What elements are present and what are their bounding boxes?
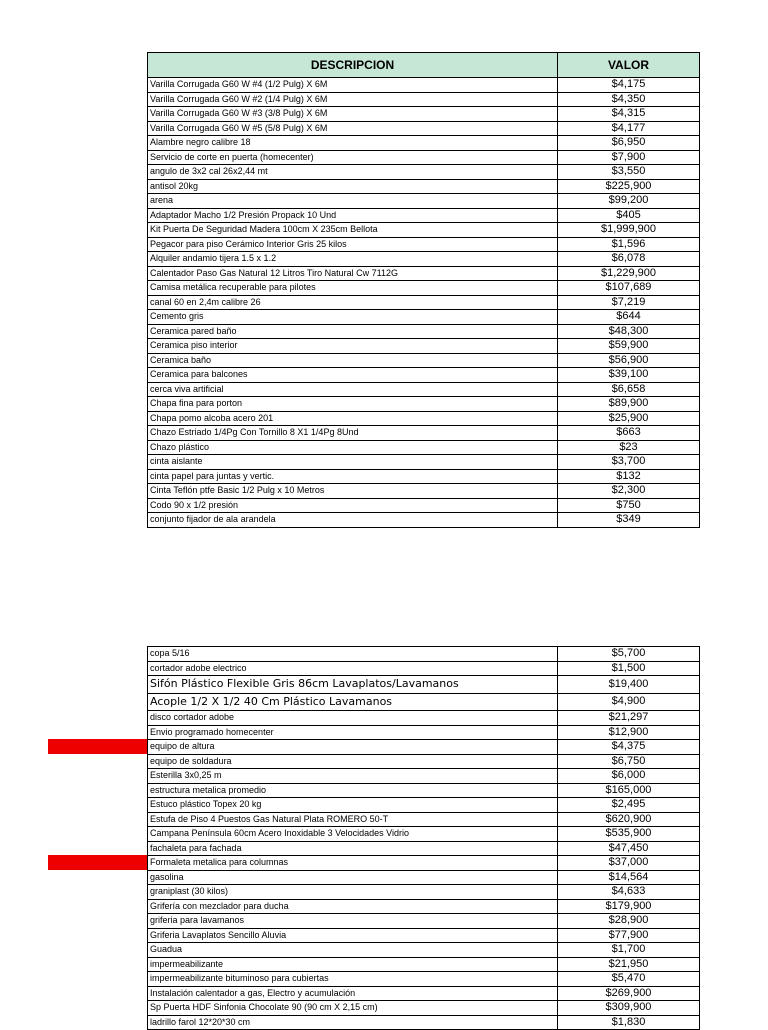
table-row	[148, 440, 700, 455]
table-row	[148, 928, 700, 943]
item-value: $21,297	[558, 711, 700, 726]
table-row	[148, 150, 700, 165]
item-description: Formaleta metalica para columnas	[148, 856, 558, 871]
item-description: antisol 20kg	[148, 179, 558, 194]
item-value: $6,078	[558, 252, 700, 267]
table-row	[148, 856, 700, 871]
item-description: Varilla Corrugada G60 W #2 (1/4 Pulg) X 6M	[148, 92, 558, 107]
item-value: $1,229,900	[558, 266, 700, 281]
table-row	[148, 281, 700, 296]
item-description: Sp Puerta HDF Sinfonia Chocolate 90 (90 cm X 2,15 cm)	[148, 1001, 558, 1016]
table-row	[148, 382, 700, 397]
item-description: canal 60 en 2,4m calibre 26	[148, 295, 558, 310]
item-value: $4,375	[558, 740, 700, 755]
item-value: $179,900	[558, 899, 700, 914]
item-value: $89,900	[558, 397, 700, 412]
item-value: $7,900	[558, 150, 700, 165]
item-description: cinta aislante	[148, 455, 558, 470]
item-description: Esterilla 3x0,25 m	[148, 769, 558, 784]
item-description: gasolina	[148, 870, 558, 885]
table-row	[148, 78, 700, 93]
item-description: Estuco plástico Topex 20 kg	[148, 798, 558, 813]
item-description: Ceramica para balcones	[148, 368, 558, 383]
table-row	[148, 769, 700, 784]
item-value: $1,596	[558, 237, 700, 252]
table-row	[148, 223, 700, 238]
table-row	[148, 1001, 700, 1016]
item-description: Chazo plástico	[148, 440, 558, 455]
item-description: Varilla Corrugada G60 W #4 (1/2 Pulg) X 6M	[148, 78, 558, 93]
item-value: $59,900	[558, 339, 700, 354]
table-row	[148, 194, 700, 209]
table-row	[148, 647, 700, 662]
item-value: $5,470	[558, 972, 700, 987]
item-value: $5,700	[558, 647, 700, 662]
item-description: arena	[148, 194, 558, 209]
table-row	[148, 725, 700, 740]
item-value: $6,000	[558, 769, 700, 784]
table-row	[148, 783, 700, 798]
item-value: $269,900	[558, 986, 700, 1001]
table-row	[148, 208, 700, 223]
table-row	[148, 798, 700, 813]
item-description: Envio programado homecenter	[148, 725, 558, 740]
item-description: Ceramica piso interior	[148, 339, 558, 354]
table-row	[148, 179, 700, 194]
table-row	[148, 841, 700, 856]
item-description: Ceramica baño	[148, 353, 558, 368]
item-description: griferia para lavamanos	[148, 914, 558, 929]
item-description: Varilla Corrugada G60 W #5 (5/8 Pulg) X 6M	[148, 121, 558, 136]
item-description: Pegacor para piso Cerámico Interior Gris 25 kilos	[148, 237, 558, 252]
item-value: $4,315	[558, 107, 700, 122]
item-value: $1,500	[558, 661, 700, 676]
item-value: $56,900	[558, 353, 700, 368]
header-description: DESCRIPCION	[148, 53, 558, 78]
table-row	[148, 266, 700, 281]
item-value: $23	[558, 440, 700, 455]
item-description: Adaptador Macho 1/2 Presión Propack 10 Und	[148, 208, 558, 223]
table-row	[148, 469, 700, 484]
table-row	[148, 237, 700, 252]
item-value: $1,999,900	[558, 223, 700, 238]
item-description: disco cortador adobe	[148, 711, 558, 726]
table-row	[148, 498, 700, 513]
item-description: Alquiler andamio tijera 1.5 x 1.2	[148, 252, 558, 267]
item-value: $165,000	[558, 783, 700, 798]
item-value: $2,495	[558, 798, 700, 813]
table-row	[148, 310, 700, 325]
item-description: Servicio de corte en puerta (homecenter)	[148, 150, 558, 165]
item-description: Griferia Lavaplatos Sencillo Aluvia	[148, 928, 558, 943]
table-row	[148, 914, 700, 929]
item-value: $309,900	[558, 1001, 700, 1016]
table-row	[148, 740, 700, 755]
item-description: Chapa pomo alcoba acero 201	[148, 411, 558, 426]
item-description: equipo de altura	[148, 740, 558, 755]
table-row	[148, 986, 700, 1001]
item-value: $3,700	[558, 455, 700, 470]
table-row	[148, 121, 700, 136]
item-description: estructura metalica promedio	[148, 783, 558, 798]
item-value: $4,350	[558, 92, 700, 107]
item-description: ladrillo farol 12*20*30 cm	[148, 1015, 558, 1030]
table-row	[148, 693, 700, 711]
table-row	[148, 885, 700, 900]
item-description: cortador adobe electrico	[148, 661, 558, 676]
item-value: $4,177	[558, 121, 700, 136]
item-description: Grifería con mezclador para ducha	[148, 899, 558, 914]
item-value: $1,830	[558, 1015, 700, 1030]
item-description: Camisa metálica recuperable para pilotes	[148, 281, 558, 296]
table-row	[148, 324, 700, 339]
item-value: $4,175	[558, 78, 700, 93]
item-value: $77,900	[558, 928, 700, 943]
item-value: $14,564	[558, 870, 700, 885]
item-description: Calentador Paso Gas Natural 12 Litros Tiro Natural Cw 7112G	[148, 266, 558, 281]
table-row	[148, 397, 700, 412]
table-row	[148, 455, 700, 470]
table-row	[148, 754, 700, 769]
item-description: Alambre negro calibre 18	[148, 136, 558, 151]
item-description: cinta papel para juntas y vertic.	[148, 469, 558, 484]
item-description: Sifón Plástico Flexible Gris 86cm Lavaplatos/Lavamanos	[148, 676, 558, 694]
table-row	[148, 711, 700, 726]
item-description: Codo 90 x 1/2 presión	[148, 498, 558, 513]
table-2-body	[148, 647, 700, 1030]
table-row	[148, 165, 700, 180]
item-value: $28,900	[558, 914, 700, 929]
item-description: Instalación calentador a gas, Electro y acumulación	[148, 986, 558, 1001]
table-row	[148, 252, 700, 267]
item-value: $37,000	[558, 856, 700, 871]
header-value: VALOR	[558, 53, 700, 78]
item-description: conjunto fijador de ala arandela	[148, 513, 558, 528]
item-value: $132	[558, 469, 700, 484]
item-value: $47,450	[558, 841, 700, 856]
item-value: $620,900	[558, 812, 700, 827]
item-description: fachaleta para fachada	[148, 841, 558, 856]
table-row	[148, 870, 700, 885]
item-value: $2,300	[558, 484, 700, 499]
table-row	[148, 899, 700, 914]
table-row	[148, 812, 700, 827]
item-description: Chapa fina para porton	[148, 397, 558, 412]
item-value: $535,900	[558, 827, 700, 842]
item-value: $1,700	[558, 943, 700, 958]
item-description: Kit Puerta De Seguridad Madera 100cm X 235cm Bellota	[148, 223, 558, 238]
item-value: $225,900	[558, 179, 700, 194]
table-row	[148, 661, 700, 676]
item-value: $19,400	[558, 676, 700, 694]
item-description: Varilla Corrugada G60 W #3 (3/8 Pulg) X 6M	[148, 107, 558, 122]
header-row	[148, 53, 700, 78]
item-value: $39,100	[558, 368, 700, 383]
item-value: $4,900	[558, 693, 700, 711]
price-table-1	[147, 52, 700, 528]
table-row	[148, 484, 700, 499]
item-value: $25,900	[558, 411, 700, 426]
red-highlight-marker	[48, 739, 147, 754]
item-description: impermeabilizante bituminoso para cubiertas	[148, 972, 558, 987]
table-row	[148, 827, 700, 842]
table-row	[148, 136, 700, 151]
item-value: $12,900	[558, 725, 700, 740]
table-row	[148, 368, 700, 383]
table-1-body	[148, 78, 700, 528]
item-value: $21,950	[558, 957, 700, 972]
item-description: copa 5/16	[148, 647, 558, 662]
table-row	[148, 943, 700, 958]
item-description: cerca viva artificial	[148, 382, 558, 397]
item-description: Cinta Teflón ptfe Basic 1/2 Pulg x 10 Metros	[148, 484, 558, 499]
table-row	[148, 295, 700, 310]
table-row	[148, 353, 700, 368]
item-description: impermeabilizante	[148, 957, 558, 972]
item-value: $6,750	[558, 754, 700, 769]
item-value: $4,633	[558, 885, 700, 900]
table-row	[148, 1015, 700, 1030]
item-value: $644	[558, 310, 700, 325]
table-row	[148, 426, 700, 441]
item-description: Acople 1/2 X 1/2 40 Cm Plástico Lavamanos	[148, 693, 558, 711]
item-value: $7,219	[558, 295, 700, 310]
price-table-2	[147, 646, 700, 1030]
item-value: $48,300	[558, 324, 700, 339]
item-value: $6,950	[558, 136, 700, 151]
item-description: Guadua	[148, 943, 558, 958]
table-row	[148, 513, 700, 528]
item-value: $3,550	[558, 165, 700, 180]
table-row	[148, 972, 700, 987]
item-description: angulo de 3x2 cal 26x2,44 mt	[148, 165, 558, 180]
item-value: $663	[558, 426, 700, 441]
table-row	[148, 107, 700, 122]
item-value: $750	[558, 498, 700, 513]
item-description: equipo de soldadura	[148, 754, 558, 769]
item-value: $107,689	[558, 281, 700, 296]
item-value: $405	[558, 208, 700, 223]
item-description: Ceramica pared baño	[148, 324, 558, 339]
item-value: $99,200	[558, 194, 700, 209]
table-row	[148, 411, 700, 426]
item-value: $349	[558, 513, 700, 528]
item-description: Estufa de Piso 4 Puestos Gas Natural Plata ROMERO 50-T	[148, 812, 558, 827]
table-row	[148, 339, 700, 354]
item-value: $6,658	[558, 382, 700, 397]
item-description: Cemento gris	[148, 310, 558, 325]
red-highlight-marker	[48, 855, 147, 870]
table-row	[148, 957, 700, 972]
item-description: Campana Península 60cm Acero Inoxidable 3 Velocidades Vidrio	[148, 827, 558, 842]
item-description: graniplast (30 kilos)	[148, 885, 558, 900]
table-row	[148, 92, 700, 107]
table-row	[148, 676, 700, 694]
item-description: Chazo Estriado 1/4Pg Con Tornillo 8 X1 1/4Pg 8Und	[148, 426, 558, 441]
